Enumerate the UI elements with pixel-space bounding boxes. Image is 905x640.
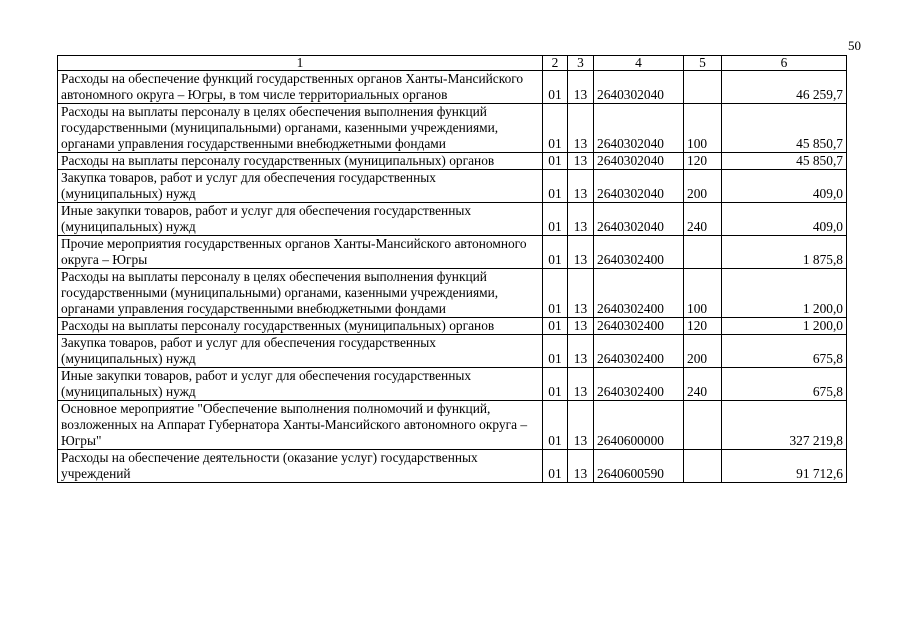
row-expense-type: 240 <box>684 368 722 401</box>
row-expense-type: 200 <box>684 335 722 368</box>
row-expense-type <box>684 401 722 450</box>
row-target: 2640302040 <box>594 104 684 153</box>
row-target: 2640600000 <box>594 401 684 450</box>
table-row <box>58 153 847 170</box>
table-row <box>58 269 847 318</box>
row-amount: 409,0 <box>722 170 847 203</box>
row-subsection: 13 <box>568 401 594 450</box>
row-section: 01 <box>543 335 568 368</box>
row-amount: 675,8 <box>722 368 847 401</box>
row-name: Закупка товаров, работ и услуг для обеспечения государственных (муниципальных) нужд <box>58 170 543 203</box>
row-expense-type: 240 <box>684 203 722 236</box>
table-row <box>58 170 847 203</box>
row-expense-type: 100 <box>684 104 722 153</box>
header-col-1: 1 <box>58 56 543 71</box>
row-amount: 91 712,6 <box>722 450 847 483</box>
row-amount: 45 850,7 <box>722 153 847 170</box>
header-col-5: 5 <box>684 56 722 71</box>
row-target: 2640302040 <box>594 153 684 170</box>
row-expense-type: 100 <box>684 269 722 318</box>
row-subsection: 13 <box>568 236 594 269</box>
budget-table <box>57 55 847 483</box>
row-target: 2640302040 <box>594 203 684 236</box>
row-name: Прочие мероприятия государственных органов Ханты-Мансийского автономного округа – Югры <box>58 236 543 269</box>
row-section: 01 <box>543 203 568 236</box>
row-subsection: 13 <box>568 318 594 335</box>
row-expense-type <box>684 71 722 104</box>
row-amount: 46 259,7 <box>722 71 847 104</box>
row-section: 01 <box>543 236 568 269</box>
row-section: 01 <box>543 401 568 450</box>
row-section: 01 <box>543 104 568 153</box>
table-row <box>58 104 847 153</box>
table-row <box>58 401 847 450</box>
row-amount: 1 200,0 <box>722 269 847 318</box>
row-subsection: 13 <box>568 269 594 318</box>
row-section: 01 <box>543 153 568 170</box>
row-section: 01 <box>543 170 568 203</box>
row-name: Иные закупки товаров, работ и услуг для обеспечения государственных (муниципальных) нужд <box>58 203 543 236</box>
table-row <box>58 450 847 483</box>
row-subsection: 13 <box>568 170 594 203</box>
page-number: 50 <box>848 38 861 53</box>
row-subsection: 13 <box>568 203 594 236</box>
row-name: Закупка товаров, работ и услуг для обеспечения государственных (муниципальных) нужд <box>58 335 543 368</box>
table-row <box>58 368 847 401</box>
table-header-row <box>58 56 847 71</box>
row-subsection: 13 <box>568 71 594 104</box>
row-subsection: 13 <box>568 153 594 170</box>
table-row <box>58 335 847 368</box>
row-expense-type <box>684 450 722 483</box>
header-col-4: 4 <box>594 56 684 71</box>
row-section: 01 <box>543 318 568 335</box>
row-name: Расходы на выплаты персоналу в целях обеспечения выполнения функций государственными (муниципальными) органами, казенными учреждениями, органами управления государственными внебюджетными фондами <box>58 269 543 318</box>
row-subsection: 13 <box>568 335 594 368</box>
row-target: 2640302040 <box>594 170 684 203</box>
row-amount: 675,8 <box>722 335 847 368</box>
row-name: Основное мероприятие "Обеспечение выполнения полномочий и функций, возложенных на Аппарат Губернатора Ханты-Мансийского автономного округа – Югры" <box>58 401 543 450</box>
row-target: 2640302400 <box>594 318 684 335</box>
row-amount: 327 219,8 <box>722 401 847 450</box>
row-name: Расходы на выплаты персоналу государственных (муниципальных) органов <box>58 153 543 170</box>
row-amount: 45 850,7 <box>722 104 847 153</box>
header-col-2: 2 <box>543 56 568 71</box>
row-expense-type: 120 <box>684 153 722 170</box>
row-amount: 1 200,0 <box>722 318 847 335</box>
row-section: 01 <box>543 71 568 104</box>
row-name: Расходы на выплаты персоналу в целях обеспечения выполнения функций государственными (муниципальными) органами, казенными учреждениями, органами управления государственными внебюджетными фондами <box>58 104 543 153</box>
row-name: Расходы на выплаты персоналу государственных (муниципальных) органов <box>58 318 543 335</box>
table-row <box>58 203 847 236</box>
row-expense-type <box>684 236 722 269</box>
row-expense-type: 200 <box>684 170 722 203</box>
row-section: 01 <box>543 269 568 318</box>
row-section: 01 <box>543 368 568 401</box>
table-row <box>58 318 847 335</box>
row-target: 2640302400 <box>594 335 684 368</box>
row-section: 01 <box>543 450 568 483</box>
row-name: Иные закупки товаров, работ и услуг для обеспечения государственных (муниципальных) нужд <box>58 368 543 401</box>
header-col-3: 3 <box>568 56 594 71</box>
table-row <box>58 71 847 104</box>
row-target: 2640302400 <box>594 269 684 318</box>
row-target: 2640302400 <box>594 236 684 269</box>
row-subsection: 13 <box>568 368 594 401</box>
row-name: Расходы на обеспечение функций государственных органов Ханты-Мансийского автономного округа – Югры, в том числе территориальных органов <box>58 71 543 104</box>
row-amount: 409,0 <box>722 203 847 236</box>
row-amount: 1 875,8 <box>722 236 847 269</box>
row-target: 2640600590 <box>594 450 684 483</box>
row-subsection: 13 <box>568 104 594 153</box>
row-subsection: 13 <box>568 450 594 483</box>
row-target: 2640302400 <box>594 368 684 401</box>
row-target: 2640302040 <box>594 71 684 104</box>
row-name: Расходы на обеспечение деятельности (оказание услуг) государственных учреждений <box>58 450 543 483</box>
row-expense-type: 120 <box>684 318 722 335</box>
header-col-6: 6 <box>722 56 847 71</box>
table-row <box>58 236 847 269</box>
